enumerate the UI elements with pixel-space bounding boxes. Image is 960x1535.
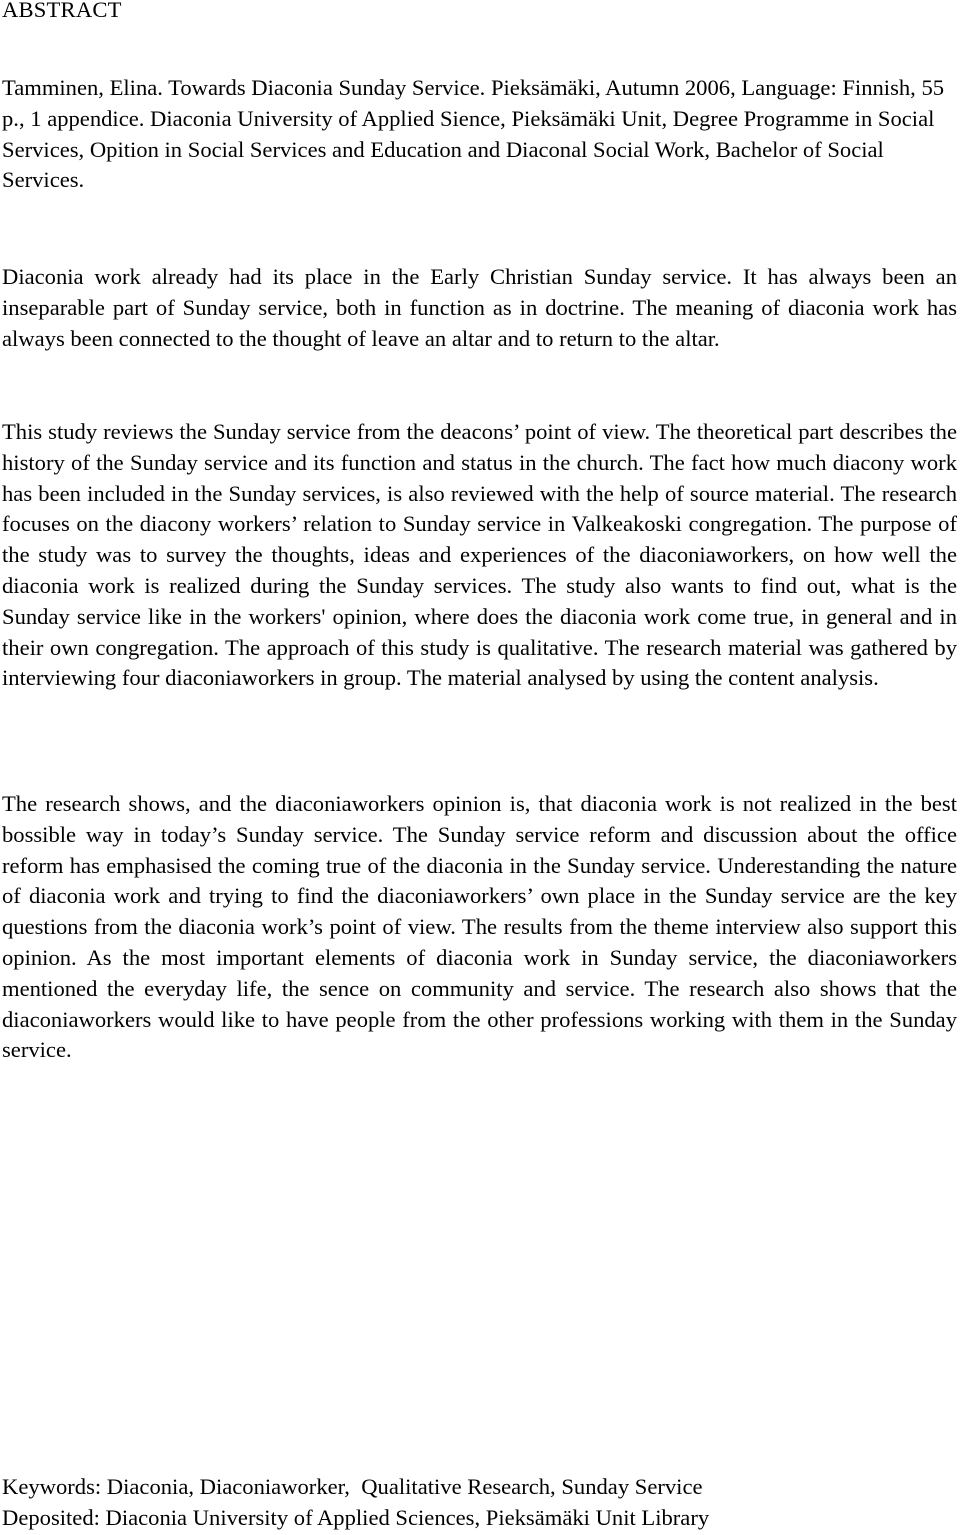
abstract-paragraph-1: Diaconia work already had its place in the Early Christian Sunday service. It has always been an inseparable part of Sunday service, both in function as in doctrine. The meaning of diaconia work has always been connected to the thought of leave an altar and to return to the altar. [2, 264, 957, 351]
keywords-line: Keywords: Diaconia, Diaconiaworker, Qualitative Research, Sunday Service [2, 1474, 703, 1499]
abstract-paragraph-3: The research shows, and the diaconiaworkers opinion is, that diaconia work is not realized in the best bossible way in today’s Sunday service. The Sunday service reform and discussion about the office reform has emphasised the coming true of the diaconia in the Sunday service. Underestanding the nature of diaconia work and trying to find the diaconiaworkers’ own place in the Sunday service are the key questions from the diaconia work’s point of view. The results from the theme interview also support this opinion. As the most important elements of diaconia work in Sunday service, the diaconiaworkers mentioned the everyday life, the sence on community and service. The research also shows that the diaconiaworkers would like to have people from the other professions working with them in the Sunday service. [2, 791, 957, 1063]
citation-paragraph: Tamminen, Elina. Towards Diaconia Sunday Service. Pieksämäki, Autumn 2006, Language: Finnish, 55 p., 1 appendice. Diaconia University of Applied Sience, Pieksämäki Unit, Degree Programme in Social Services, Opition in Social Services and Education and Diaconal Social Work, Bachelor of Social Services. [2, 75, 945, 193]
page-title: ABSTRACT [2, 0, 122, 22]
abstract-paragraph-2: This study reviews the Sunday service from the deacons’ point of view. The theoretical part describes the history of the Sunday service and its function and status in the church. The fact how much diacony work has been included in the Sunday services, is also reviewed with the help of source material. The research focuses on the diacony workers’ relation to Sunday service in Valkeakoski congregation. The purpose of the study was to survey the thoughts, ideas and experiences of the diaconiaworkers, on how well the diaconia work is realized during the Sunday services. The study also wants to find out, what is the Sunday service like in the workers' opinion, where does the diaconia work come true, in general and in their own congregation. The approach of this study is qualitative. The research material was gathered by interviewing four diaconiaworkers in group. The material analysed by using the content analysis. [2, 419, 957, 691]
deposited-line: Deposited: Diaconia University of Applied Sciences, Pieksämäki Unit Library [2, 1505, 710, 1530]
